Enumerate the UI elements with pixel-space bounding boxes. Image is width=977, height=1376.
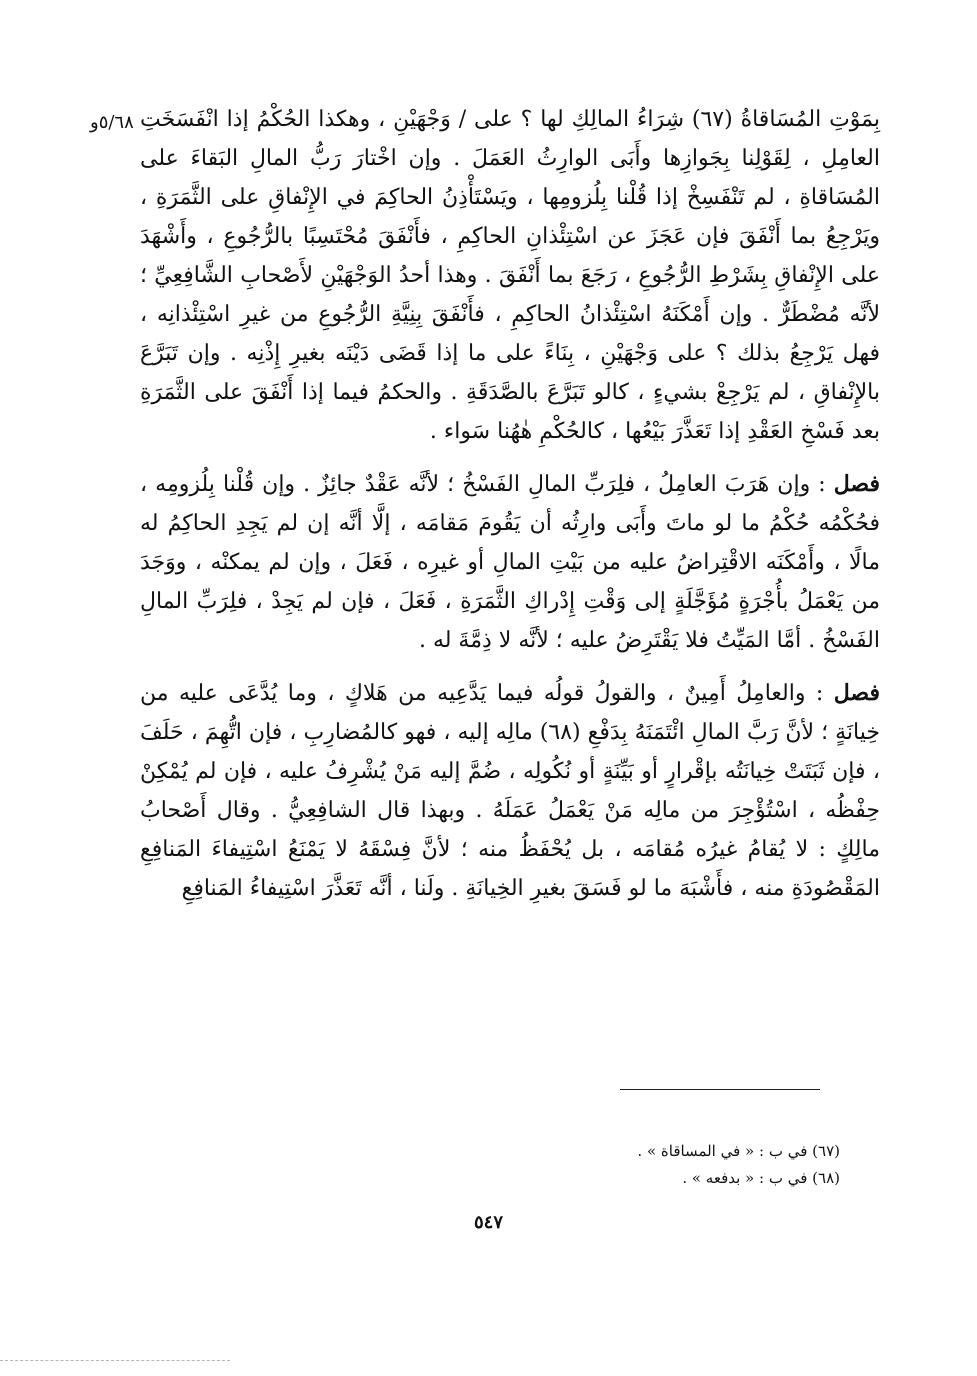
paragraph-3 <box>140 674 880 908</box>
paragraph-body: بِمَوْتِ المُسَاقاةُ (٦٧) شِرَاءُ المالِكِ لها ؟ على / وَجْهَيْنِ ، وهكذا الحُكْمُ إذا انْفَسَخَتِ العامِلِ ، لِقَوْلِنا بِجَوازِها وأَبَى الوارِثُ العَمَلَ . وإن اخْتارَ رَبُّ المالِ البَقاءَ على المُسَاقاةِ ، لم تَنْفَسِخْ إذا قُلْنا بِلُزومِها ، ويَسْتَأْذِنُ الحاكِمَ في الإِنْفاقِ على الثَّمَرَةِ ، ويَرْجِعُ بما أَنْفَقَ فإن عَجَزَ عن اسْتِئْذانِ الحاكِمِ ، فأَنْفَقَ مُحْتَسِبًا بالرُّجُوعِ ، وأَشْهَدَ على الإِنْفاقِ بِشَرْطِ الرُّجُوعِ ، رَجَعَ بما أَنْفَقَ . وهذا أحدُ الوَجْهَيْنِ لأَصْحابِ الشَّافِعِيِّ ؛ لأنَّه مُضْطَرٌّ . وإن أَمْكَنَهُ اسْتِئْذانُ الحاكِمِ ، فأَنْفَقَ بِنِيَّةِ الرُّجُوعِ من غيرِ اسْتِئْذانِه ، فهل يَرْجِعُ بذلك ؟ على وَجْهَيْنِ ، بِنَاءً على ما إذا قَضَى دَيْنَه بغيرِ إِذْنِه . وإن تَبَرَّعَ بالإِنْفاقِ ، لم يَرْجِعْ بشيءٍ ، كالو تَبَرَّعَ بالصَّدَقَةِ . والحكمُ فيما إذا أَنْفَقَ على الثَّمَرَةِ بعد فَسْخِ العَقْدِ إذا تَعَذَّرَ بَيْعُها ، كالحُكْمِ هٰهُنا سَواء . <box>140 107 881 444</box>
section-heading: فصل <box>833 471 880 497</box>
footnote-separator <box>620 1089 820 1090</box>
paragraph-body: : والعامِلُ أَمِينٌ ، والقولُ قولُه فيما يَدَّعِيه من هَلاكٍ ، وما يُدَّعَى عليه من خِيانَةٍ ؛ لأنَّ رَبَّ المالِ ائْتَمَنَهُ بِدَفْعِ (٦٨) مالِه إليه ، فهو كالمُضارِبِ ، فإن اتُّهِمَ ، حَلَفَ ، فإن ثَبَتَتْ خِيانَتُه بإقْرارٍ أو بَيِّنَةٍ أو نُكُولِه ، ضُمَّ إليه مَنْ يُشْرِفُ عليه ، فإن لم يُمْكِنْ حِفْظُه ، اسْتُؤْجِرَ من مالِه مَنْ يَعْمَلُ عَمَلَهُ . وبهذا قال الشافِعِيُّ . وقال أَصْحابُ مالِكٍ : لا يُقامُ غيرُه مُقامَه ، بل يُحْفَظُ منه ؛ لأنَّ فِسْقَهُ لا يَمْنَعُ اسْتِيفاءَ المَنافِعِ المَقْصُودَةِ منه ، فأَشْبَهَ ما لو فَسَقَ بغيرِ الخِيانَةِ . ولَنا ، أنَّه تَعَذَّرَ اسْتِيفاءُ المَنافِعِ <box>140 681 880 901</box>
page-number: ٥٤٧ <box>473 1212 503 1233</box>
footnote-68: (٦٨) في ب : « بدفعه » . <box>682 1169 840 1187</box>
section-heading: فصل <box>833 680 880 706</box>
footnotes <box>500 1138 840 1192</box>
paragraph-1 <box>140 100 880 451</box>
paragraph-body: : وإن هَرَبَ العامِلُ ، فلِرَبِّ المالِ الفَسْخُ ؛ لأنَّه عَقْدٌ جائِزٌ . وإن قُلْنا بِلُزومِه ، فحُكْمُه حُكْمُ ما لو ماتَ وأَبَى وارِثُه أن يَقُومَ مَقامَه ، إلَّا أنَّه إن لم يَجِدِ الحاكِمُ له مالًا ، وأَمْكَنَه الاقْتِراضُ عليه من بَيْتِ المالِ أو غيرِه ، فَعَلَ ، وإن لم يمكنْه ، ووَجَدَ من يَعْمَلُ بأُجْرَةٍ مُؤَجَّلَةٍ إلى وَقْتِ إِدْراكِ الثَّمَرَةِ ، فَعَلَ ، فإن لم يَجِدْ ، فلِرَبِّ المالِ الفَسْخُ . أمَّا المَيِّتُ فلا يَقْتَرِضُ عليه ؛ لأنَّه لا ذِمَّةَ له . <box>140 472 880 653</box>
scan-edge-mark <box>0 1360 230 1361</box>
margin-reference: ٥/٦٨و <box>90 112 134 133</box>
footnote-67: (٦٧) في ب : « في المساقاة » . <box>637 1142 840 1160</box>
paragraph-2 <box>140 465 880 660</box>
main-text <box>140 100 880 908</box>
